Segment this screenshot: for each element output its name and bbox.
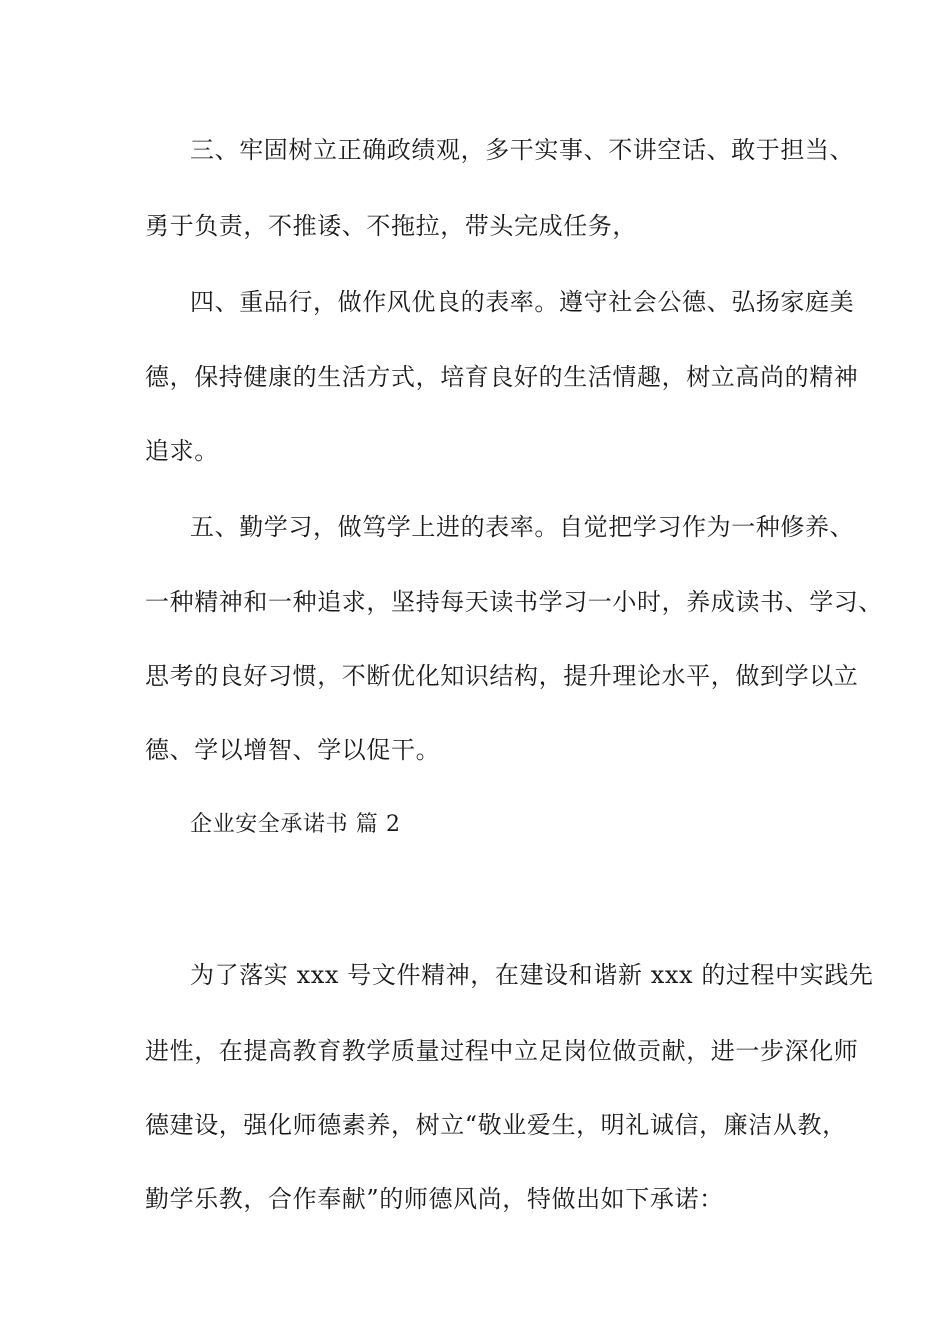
paragraph-4-line-3: 追求。	[145, 437, 219, 465]
paragraph-6-line-2: 进性，在提高教育教学质量过程中立足岗位做贡献，进一步深化师	[145, 1037, 859, 1065]
paragraph-5-line-3: 思考的良好习惯，不断优化知识结构，提升理论水平，做到学以立	[145, 662, 859, 690]
paragraph-6-line-4: 勤学乐教，合作奉献”的师德风尚，特做出如下承诺：	[145, 1185, 724, 1213]
section-heading: 企业安全承诺书 篇 2	[190, 812, 401, 837]
paragraph-5-line-2: 一种精神和一种追求，坚持每天读书学习一小时，养成读书、学习、	[145, 588, 883, 616]
paragraph-5-line-4: 德、学以增智、学以促干。	[145, 736, 441, 764]
paragraph-5-line-1: 五、勤学习，做笃学上进的表率。自觉把学习作为一种修养、	[190, 513, 855, 541]
paragraph-3-line-2: 勇于负责，不推诿、不拖拉，带头完成任务，	[145, 212, 637, 240]
paragraph-6-line-3: 德建设，强化师德素养，树立“敬业爱生，明礼诚信，廉洁从教，	[145, 1111, 847, 1139]
paragraph-3-line-1: 三、牢固树立正确政绩观，多干实事、不讲空话、敢于担当、	[190, 136, 855, 164]
paragraph-6-line-1: 为了落实 xxx 号文件精神，在建设和谐新 xxx 的过程中实践先	[190, 961, 874, 989]
paragraph-4-line-2: 德，保持健康的生活方式，培育良好的生活情趣，树立高尚的精神	[145, 363, 859, 391]
paragraph-4-line-1: 四、重品行，做作风优良的表率。遵守社会公德、弘扬家庭美	[190, 288, 855, 316]
